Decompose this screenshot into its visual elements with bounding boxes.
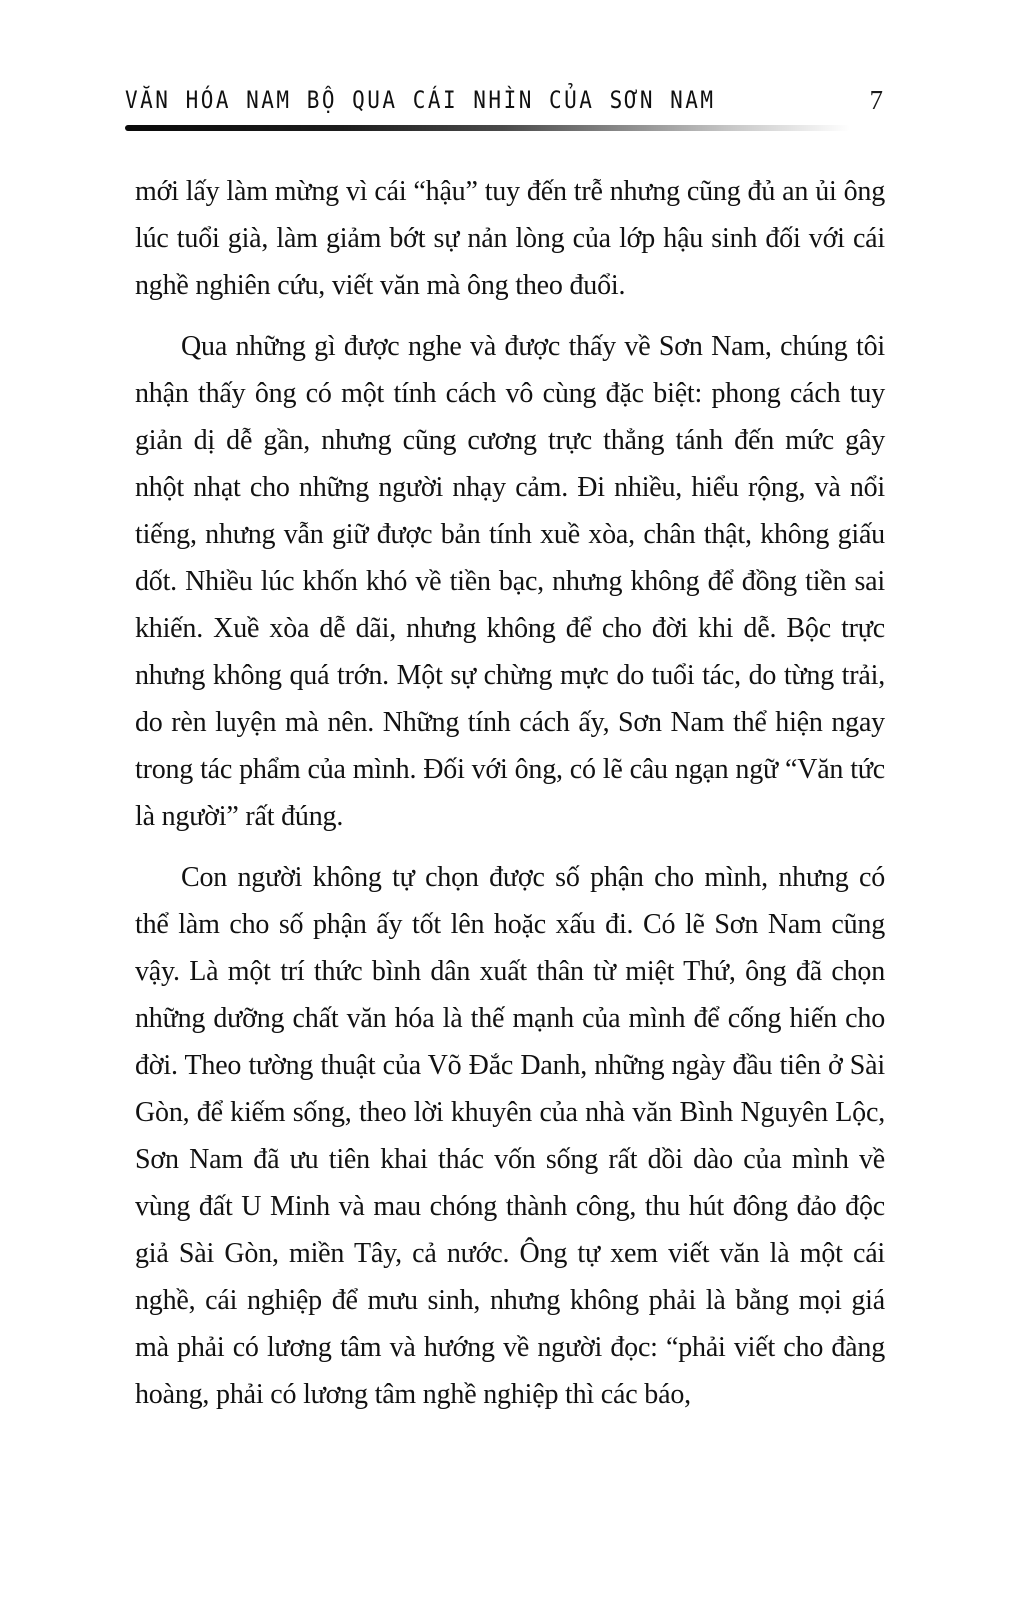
running-header-title: VĂN HÓA NAM BỘ QUA CÁI NHÌN CỦA SƠN NAM	[125, 86, 716, 114]
paragraph: Con người không tự chọn được số phận cho mình, nhưng có thể làm cho số phận ấy tốt lên hoặc xấu đi. Có lẽ Sơn Nam cũng vậy. Là một trí thức bình dân xuất thân từ miệt Thứ, ông đã chọn những dưỡng chất văn hóa là thế mạnh của mình để cống hiến cho đời. Theo tường thuật của Võ Đắc Danh, những ngày đầu tiên ở Sài Gòn, để kiếm sống, theo lời khuyên của nhà văn Bình Nguyên Lộc, Sơn Nam đã ưu tiên khai thác vốn sống rất dồi dào của mình về vùng đất U Minh và mau chóng thành công, thu hút đông đảo độc giả Sài Gòn, miền Tây, cả nước. Ông tự xem viết văn là một cái nghề, cái nghiệp để mưu sinh, nhưng không phải là bằng mọi giá mà phải có lương tâm và hướng về người đọc: “phải viết cho đàng hoàng, phải có lương tâm nghề nghiệp thì các báo,	[135, 862, 885, 1410]
paragraph-continuation: mới lấy làm mừng vì cái “hậu” tuy đến trễ nhưng cũng đủ an ủi ông lúc tuổi già, làm giảm bớt sự nản lòng của lớp hậu sinh đối với cái nghề nghiên cứu, viết văn mà ông theo đuổi.	[135, 176, 885, 301]
paragraph: Qua những gì được nghe và được thấy về Sơn Nam, chúng tôi nhận thấy ông có một tính cách vô cùng đặc biệt: phong cách tuy giản dị dễ gần, nhưng cũng cương trực thẳng tánh đến mức gây nhột nhạt cho những người nhạy cảm. Đi nhiều, hiểu rộng, và nổi tiếng, nhưng vẫn giữ được bản tính xuề xòa, chân thật, không giấu dốt. Nhiều lúc khốn khó về tiền bạc, nhưng không để đồng tiền sai khiến. Xuề xòa dễ dãi, nhưng không để cho đời khi dễ. Bộc trực nhưng không quá trớn. Một sự chừng mực do tuổi tác, do từng trải, do rèn luyện mà nên. Những tính cách ấy, Sơn Nam thể hiện ngay trong tác phẩm của mình. Đối với ông, có lẽ câu ngạn ngữ “Văn tức là người” rất đúng.	[135, 331, 885, 832]
page-number: 7	[869, 85, 883, 115]
body-text-block	[135, 168, 885, 1432]
header-rule-divider	[125, 125, 850, 131]
running-header	[125, 86, 895, 131]
